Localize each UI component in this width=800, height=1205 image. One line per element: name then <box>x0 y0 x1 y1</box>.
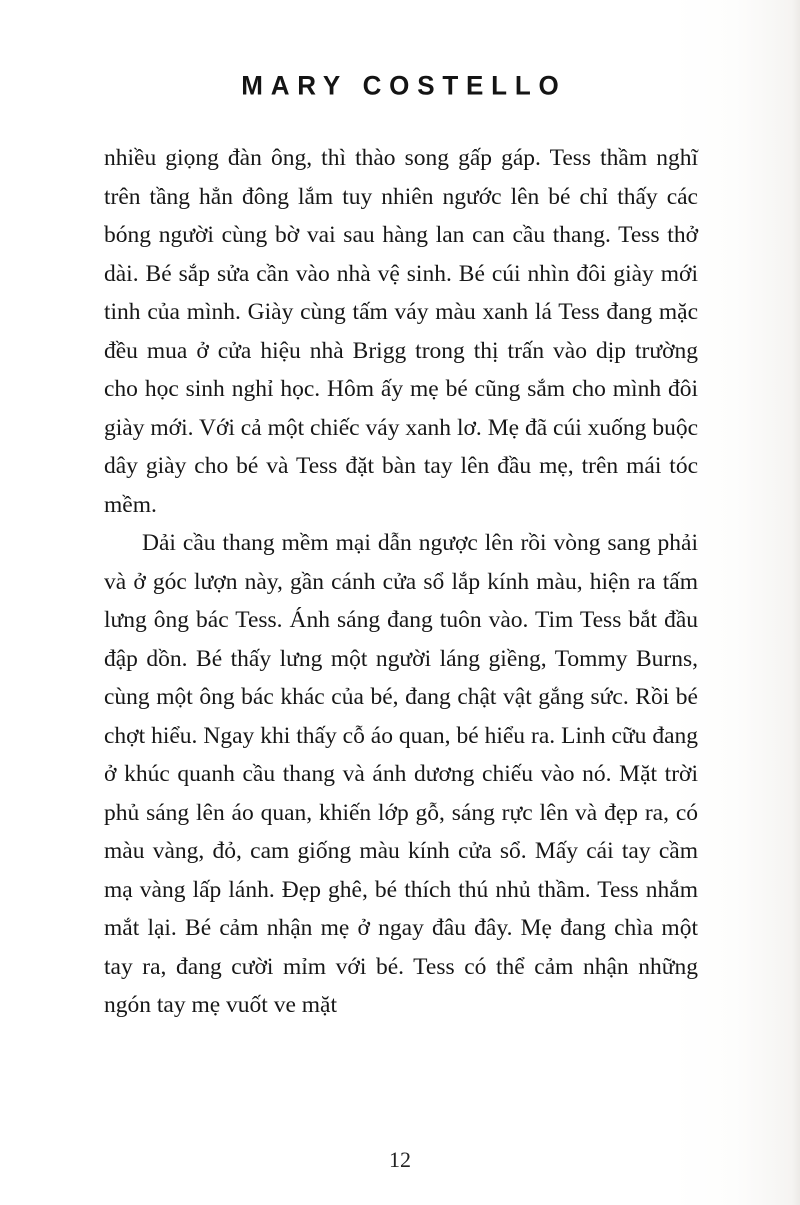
page-body-text <box>104 139 698 1025</box>
paragraph-continuation: nhiều giọng đàn ông, thì thào song gấp gáp. Tess thầm nghĩ trên tầng hẳn đông lắm tuy nhiên ngước lên bé chỉ thấy các bóng người cùng bờ vai sau hàng lan can cầu thang. Tess thở dài. Bé sắp sửa cần vào nhà vệ sinh. Bé cúi nhìn đôi giày mới tinh của mình. Giày cùng tấm váy màu xanh lá Tess đang mặc đều mua ở cửa hiệu nhà Brigg trong thị trấn vào dịp trường cho học sinh nghỉ học. Hôm ấy mẹ bé cũng sắm cho mình đôi giày mới. Với cả một chiếc váy xanh lơ. Mẹ đã cúi xuống buộc dây giày cho bé và Tess đặt bàn tay lên đầu mẹ, trên mái tóc mềm. <box>104 145 698 518</box>
running-header-author: MARY COSTELLO <box>241 69 567 101</box>
paragraph: Dải cầu thang mềm mại dẫn ngược lên rồi vòng sang phải và ở góc lượn này, gần cánh cửa sổ lắp kính màu, hiện ra tấm lưng ông bác Tess. Ánh sáng đang tuôn vào. Tim Tess bắt đầu đập dồn. Bé thấy lưng một người láng giềng, Tommy Burns, cùng một ông bác khác của bé, đang chật vật gắng sức. Rồi bé chợt hiểu. Ngay khi thấy cỗ áo quan, bé hiểu ra. Linh cữu đang ở khúc quanh cầu thang và ánh dương chiếu vào nó. Mặt trời phủ sáng lên áo quan, khiến lớp gỗ, sáng rực lên và đẹp ra, có màu vàng, đỏ, cam giống màu kính cửa sổ. Mấy cái tay cầm mạ vàng lấp lánh. Đẹp ghê, bé thích thú nhủ thầm. Tess nhắm mắt lại. Bé cảm nhận mẹ ở ngay đâu đây. Mẹ đang chìa một tay ra, đang cười mỉm với bé. Tess có thể cảm nhận những ngón tay mẹ vuốt ve mặt <box>104 530 698 1018</box>
page-number: 12 <box>389 1147 411 1172</box>
